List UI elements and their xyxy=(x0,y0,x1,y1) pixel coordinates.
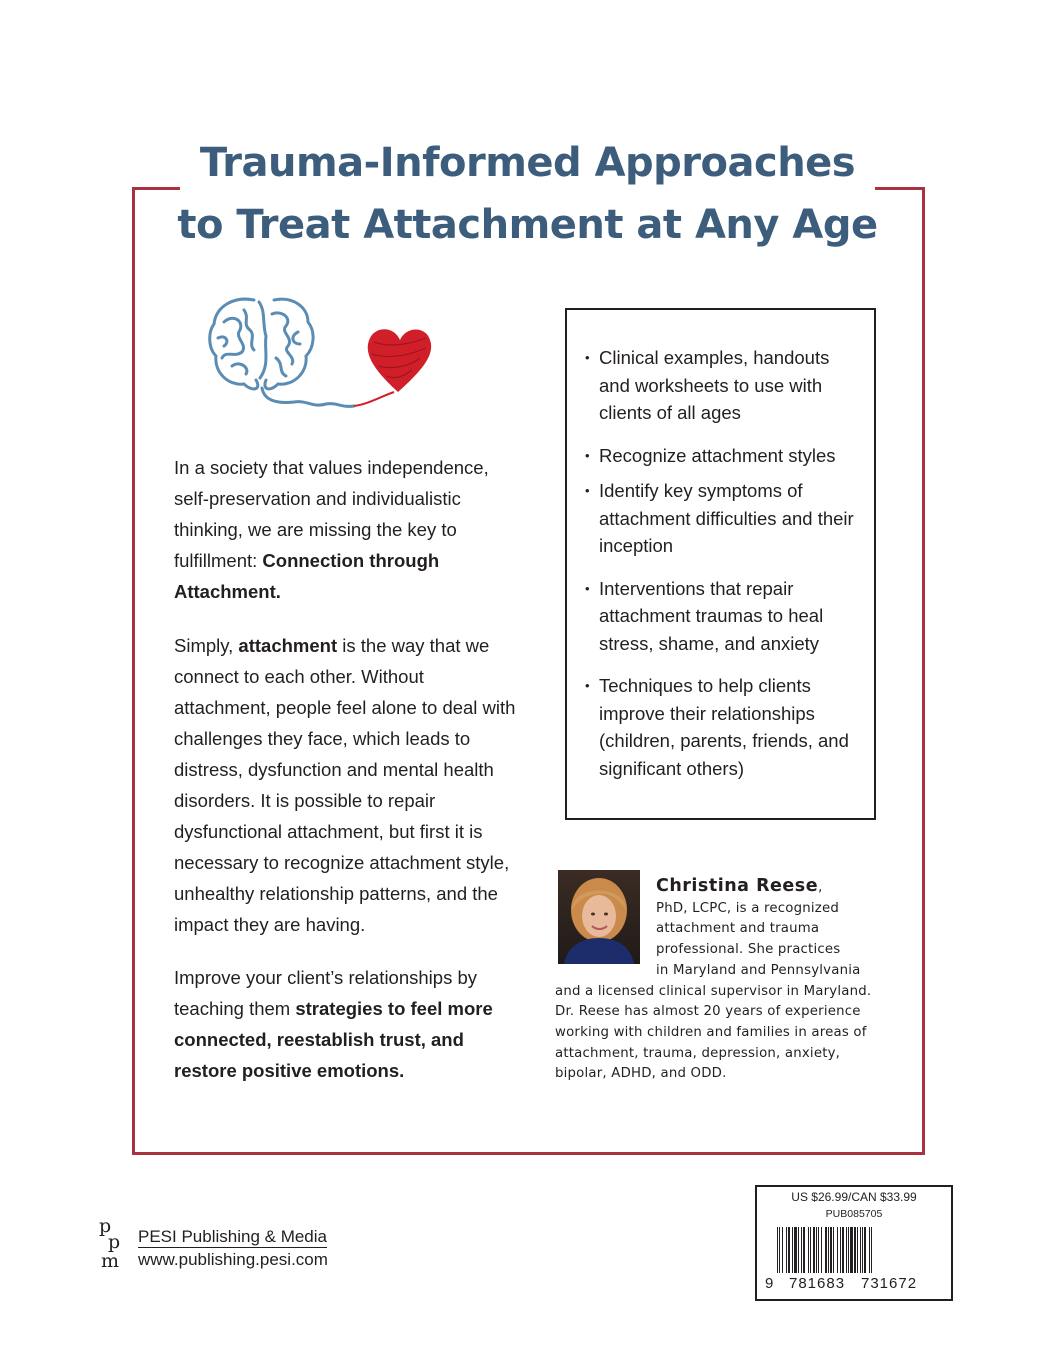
barcode-bar xyxy=(801,1227,802,1273)
feature-list xyxy=(585,344,865,797)
publisher-info xyxy=(138,1225,328,1271)
barcode-bar xyxy=(808,1227,809,1273)
barcode-bar xyxy=(818,1227,819,1273)
barcode-bar xyxy=(779,1227,780,1273)
barcode-bar xyxy=(777,1227,778,1273)
barcode-bar xyxy=(860,1227,861,1273)
barcode-bar xyxy=(854,1227,856,1273)
barcode-bar xyxy=(848,1227,849,1273)
logo-letter-m: m xyxy=(101,1250,120,1269)
barcode-bar xyxy=(837,1227,838,1273)
barcode-bar xyxy=(842,1227,844,1273)
feature-item: • Clinical examples, handouts and worksheets to use with clients of all ages xyxy=(585,344,865,427)
intro-paragraph-1: In a society that values independence, self-preservation and individualistic thinking, we are missing the key to fulfillment: Connection through Attachment. xyxy=(174,457,489,602)
barcode-bar xyxy=(850,1227,853,1273)
barcode-bar xyxy=(816,1227,817,1273)
publisher-url[interactable]: www.publishing.pesi.com xyxy=(138,1250,328,1269)
author-name: Christina Reese xyxy=(656,876,819,896)
barcode-digits-right: 731672 xyxy=(861,1275,918,1292)
author-bio: Christina Reese, PhD, LCPC, is a recognized attachment and trauma professional. She practices in Maryland and Pennsylvania and a licensed clinical supervisor in Maryland. Dr. Reese has almost 20 years of experience working with children and families in areas of attachment, trauma, depression, anxiety, bipolar, ADHD, and ODD. xyxy=(555,876,872,1082)
feature-item: • Recognize attachment styles xyxy=(585,442,865,470)
barcode-bar xyxy=(788,1227,790,1273)
frame-top-right-segment xyxy=(875,187,922,190)
barcode-bar xyxy=(833,1227,834,1273)
intro-paragraph-2: Simply, attachment is the way that we connect to each other. Without attachment, people feel alone to deal with challenges they face, which leads to distress, dysfunction and mental health disorders. It is possible to repair dysfunctional attachment, but first it is necessary to recognize attachment style, unhealthy relationship patterns, and the impact they are having. xyxy=(174,635,516,935)
barcode-bar xyxy=(798,1227,799,1273)
logo-letter-p2: p xyxy=(108,1231,121,1253)
barcode-bar xyxy=(871,1227,872,1273)
barcode-bar xyxy=(813,1227,815,1273)
price: US $26.99/CAN $33.99 xyxy=(791,1190,917,1204)
barcode-bar xyxy=(840,1227,841,1273)
feature-item: • Interventions that repair attachment traumas to heal stress, shame, and anxiety xyxy=(585,575,865,658)
product-code: PUB085705 xyxy=(825,1208,883,1220)
barcode-bar xyxy=(794,1227,797,1273)
intro-paragraph-3: Improve your client’s relationships by teaching them strategies to feel more connected, reestablish trust, and restore positive emotions. xyxy=(174,967,493,1081)
barcode-box xyxy=(755,1185,953,1301)
barcode-digit-lead: 9 xyxy=(765,1275,774,1292)
barcode-bar xyxy=(828,1227,829,1273)
barcode-bar xyxy=(810,1227,811,1273)
barcode-bar xyxy=(846,1227,847,1273)
barcode-bar xyxy=(862,1227,863,1273)
publisher-name: PESI Publishing & Media xyxy=(138,1227,327,1246)
barcode-bar xyxy=(821,1227,822,1273)
barcode-bar xyxy=(803,1227,805,1273)
logo-letter-p: p xyxy=(99,1215,112,1237)
barcode-bar xyxy=(786,1227,787,1273)
feature-item: • Techniques to help clients improve their relationships (children, parents, friends, and significant others) xyxy=(585,672,865,782)
pesi-logo-icon xyxy=(99,1215,131,1269)
barcode-bar xyxy=(792,1227,793,1273)
barcode-bar xyxy=(830,1227,832,1273)
barcode-bar xyxy=(825,1227,827,1273)
features-box xyxy=(565,308,876,820)
barcode-digits-left: 781683 xyxy=(789,1275,846,1292)
feature-item: • Identify key symptoms of attachment difficulties and their inception xyxy=(585,477,865,560)
barcode-bar xyxy=(857,1227,858,1273)
frame-top-left-segment xyxy=(132,187,180,190)
book-title-line-1: Trauma-Informed Approaches xyxy=(199,140,856,186)
barcode-bar xyxy=(782,1227,783,1273)
barcode-bars xyxy=(777,1227,933,1273)
brain-heart-yarn-icon xyxy=(204,292,444,417)
barcode-bar xyxy=(864,1227,866,1273)
book-title-line-2: to Treat Attachment at Any Age xyxy=(177,202,878,248)
barcode-bar xyxy=(869,1227,870,1273)
